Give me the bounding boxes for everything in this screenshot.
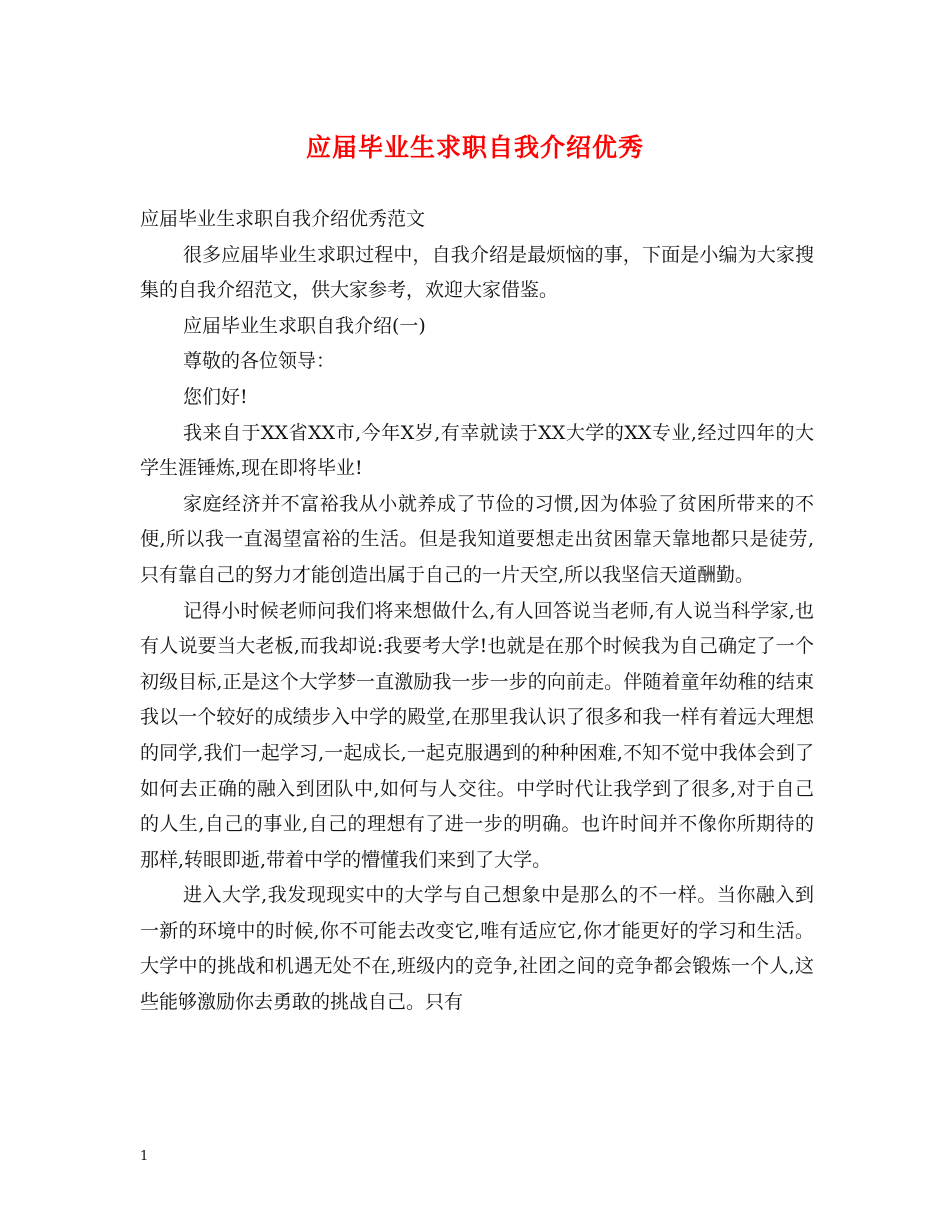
section-heading: 应届毕业生求职自我介绍(一)	[183, 314, 426, 337]
body-paragraph: 记得小时候老师问我们将来想做什么,有人回答说当老师,有人说当科学家,也有人说要当大老板,而我却说:我要考大学!也就是在那个时候我为自己确定了一个初级目标,正是这个大学梦一直激励我一步一步的向前走。伴随着童年幼稚的结束我以一个较好的成绩步入中学的殿堂,在那里我认识了很多和我一样有着远大理想的同学,我们一起学习,一起成长,一起克服遇到的种种困难,不知不觉中我体会到了如何去正确的融入到团队中,如何与人交往。中学时代让我学到了很多,对于自己的人生,自己的事业,自己的理想有了进一步的明确。也许时间并不像你所期待的那样,转眼即逝,带着中学的懵懂我们来到了大学。	[140, 599, 814, 871]
greeting: 您们好!	[183, 385, 248, 408]
subtitle-paragraph: 应届毕业生求职自我介绍优秀范文	[140, 208, 426, 230]
body-paragraph: 我来自于XX省XX市,今年X岁,有幸就读于XX大学的XX专业,经过四年的大学生涯锤炼,现在即将毕业!	[140, 421, 814, 480]
page-number: 1	[140, 1149, 149, 1164]
document-body	[140, 202, 814, 1021]
salutation: 尊敬的各位领导：	[183, 350, 336, 373]
body-paragraph: 进入大学,我发现现实中的大学与自己想象中是那么的不一样。当你融入到一新的环境中的时候,你不可能去改变它,唯有适应它,你才能更好的学习和生活。大学中的挑战和机遇无处不在,班级内的竞争,社团之间的竞争都会锻炼一个人,这些能够激励你去勇敢的挑战自己。只有	[140, 884, 814, 1014]
document-title: 应届毕业生求职自我介绍优秀	[305, 133, 644, 162]
intro-paragraph: 很多应届毕业生求职过程中，自我介绍是最烦恼的事，下面是小编为大家搜集的自我介绍范文，供大家参考，欢迎大家借鉴。	[140, 243, 814, 302]
body-paragraph: 家庭经济并不富裕我从小就养成了节俭的习惯,因为体验了贫困所带来的不便,所以我一直渴望富裕的生活。但是我知道要想走出贫困靠天靠地都只是徒劳,只有靠自己的努力才能创造出属于自己的一片天空,所以我坚信天道酬勤。	[140, 492, 814, 586]
